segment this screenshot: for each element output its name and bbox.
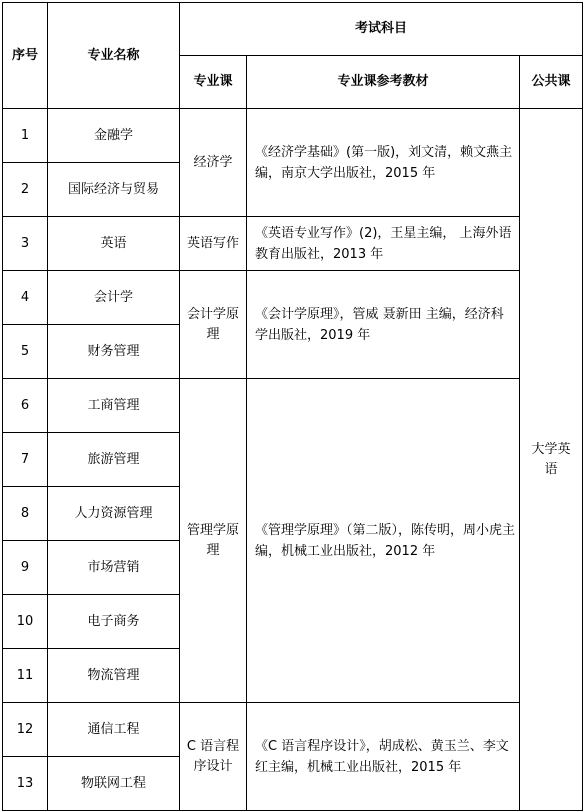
- course-cell: 经济学: [180, 109, 247, 217]
- course-cell: 会计学原理: [180, 271, 247, 379]
- row-seq: 6: [3, 379, 48, 433]
- row-seq: 7: [3, 433, 48, 487]
- textbook-cell: 《管理学原理》（第二版），陈传明，周小虎主编，机械工业出版社，2012 年: [247, 379, 520, 703]
- row-seq: 8: [3, 487, 48, 541]
- row-major: 电子商务: [48, 595, 180, 649]
- header-major: 专业名称: [48, 3, 180, 109]
- row-major: 通信工程: [48, 703, 180, 757]
- row-major: 会计学: [48, 271, 180, 325]
- header-textbook: 专业课参考教材: [247, 56, 520, 109]
- table-row: [3, 379, 583, 433]
- textbook-cell: 《C 语言程序设计》，胡成松、黄玉兰、李文红主编，机械工业出版社，2015 年: [247, 703, 520, 811]
- row-major: 国际经济与贸易: [48, 163, 180, 217]
- row-seq: 11: [3, 649, 48, 703]
- table-row: [3, 703, 583, 757]
- row-major: 物流管理: [48, 649, 180, 703]
- row-seq: 9: [3, 541, 48, 595]
- row-seq: 5: [3, 325, 48, 379]
- row-seq: 3: [3, 217, 48, 271]
- row-major: 金融学: [48, 109, 180, 163]
- row-seq: 12: [3, 703, 48, 757]
- course-cell: 英语写作: [180, 217, 247, 271]
- table-row: [3, 109, 583, 163]
- row-seq: 2: [3, 163, 48, 217]
- row-major: 旅游管理: [48, 433, 180, 487]
- textbook-cell: 《英语专业写作》(2)，王星主编， 上海外语教育出版社，2013 年: [247, 217, 520, 271]
- public-course-cell: 大学英语: [520, 109, 583, 811]
- row-seq: 4: [3, 271, 48, 325]
- textbook-cell: 《经济学基础》(第一版)，刘文清，赖文燕主编，南京大学出版社，2015 年: [247, 109, 520, 217]
- header-public: 公共课: [520, 56, 583, 109]
- row-seq: 10: [3, 595, 48, 649]
- course-cell: C 语言程序设计: [180, 703, 247, 811]
- row-major: 物联网工程: [48, 757, 180, 811]
- header-course: 专业课: [180, 56, 247, 109]
- table-row: [3, 217, 583, 271]
- row-major: 财务管理: [48, 325, 180, 379]
- row-major: 人力资源管理: [48, 487, 180, 541]
- course-cell: 管理学原理: [180, 379, 247, 703]
- textbook-cell: 《会计学原理》，管威 聂新田 主编，经济科学出版社，2019 年: [247, 271, 520, 379]
- row-seq: 13: [3, 757, 48, 811]
- exam-subjects-table: [2, 2, 583, 811]
- header-seq: 序号: [3, 3, 48, 109]
- row-major: 英语: [48, 217, 180, 271]
- row-major: 市场营销: [48, 541, 180, 595]
- row-major: 工商管理: [48, 379, 180, 433]
- row-seq: 1: [3, 109, 48, 163]
- table-row: [3, 271, 583, 325]
- header-exam-subjects: 考试科目: [180, 3, 583, 56]
